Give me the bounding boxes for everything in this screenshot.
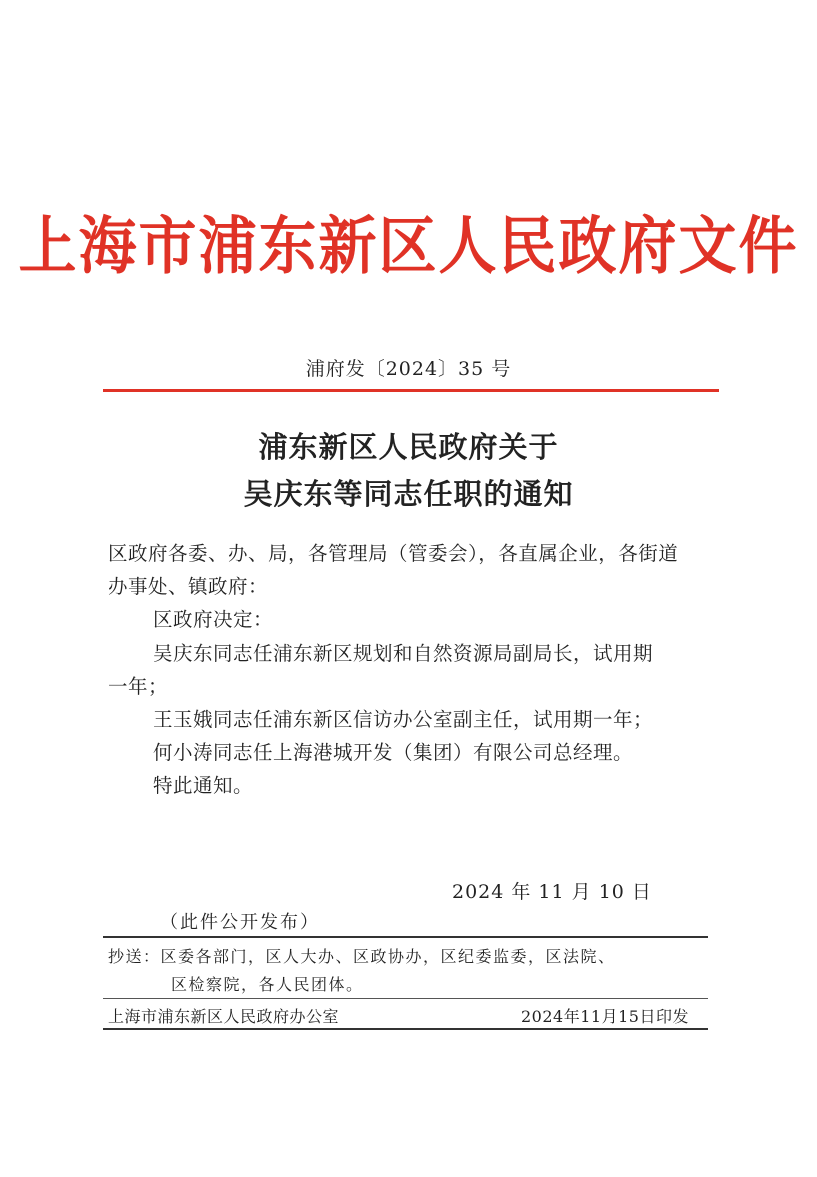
closing-text: 特此通知。 xyxy=(153,774,254,797)
signing-date: 2024 年 11 月 10 日 xyxy=(452,881,652,903)
issuer-title: 上海市浦东新区人民政府文件 xyxy=(18,209,799,283)
footer-middle-rule xyxy=(103,998,708,999)
document-number: 浦府发〔2024〕35 号 xyxy=(305,358,512,380)
notice-title-line2: 吴庆东等同志任职的通知 xyxy=(243,477,574,511)
recipients-line1: 区政府各委、办、局，各管理局（管委会），各直属企业，各街道 xyxy=(108,542,679,565)
publish-note: （此件公开发布） xyxy=(160,912,320,933)
issuing-office: 上海市浦东新区人民政府办公室 xyxy=(108,1007,340,1026)
footer-bottom-rule xyxy=(103,1028,708,1030)
print-date: 2024年11月15日印发 xyxy=(521,1007,689,1026)
appointment-2: 王玉娥同志任浦东新区信访办公室副主任，试用期一年； xyxy=(153,708,654,731)
appointment-1-line2: 一年； xyxy=(108,675,169,698)
footer-top-rule xyxy=(103,936,708,938)
cc-line1: 抄送：区委各部门，区人大办、区政协办，区纪委监委，区法院、 xyxy=(108,947,616,966)
cc-line2: 区检察院，各人民团体。 xyxy=(171,975,364,994)
decision-text: 区政府决定： xyxy=(153,608,274,631)
appointment-3: 何小涛同志任上海港城开发（集团）有限公司总经理。 xyxy=(153,741,634,764)
appointment-1-line1: 吴庆东同志任浦东新区规划和自然资源局副局长，试用期 xyxy=(153,642,654,665)
notice-title-line1: 浦东新区人民政府关于 xyxy=(258,430,559,464)
recipients-line2: 办事处、镇政府： xyxy=(108,575,269,598)
red-divider xyxy=(103,389,719,392)
